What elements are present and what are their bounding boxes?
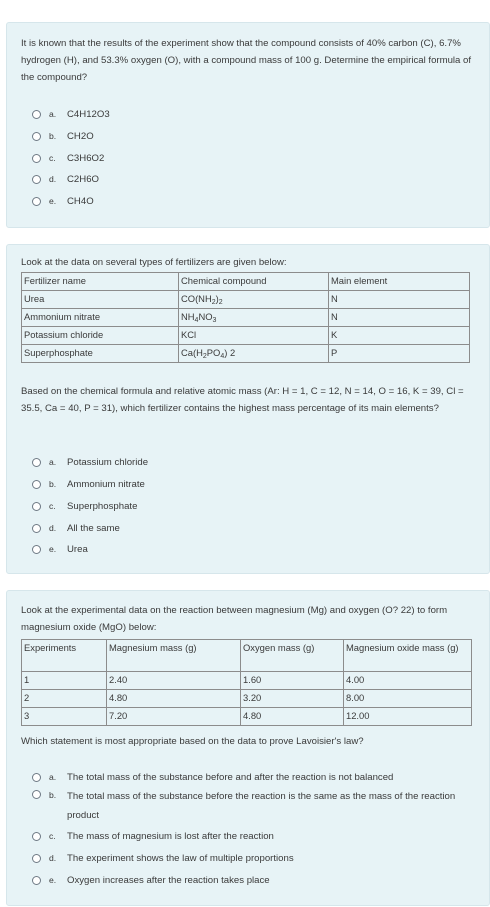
table-cell: 3: [22, 708, 107, 726]
table-row: [22, 327, 470, 345]
radio-button[interactable]: [32, 480, 41, 489]
table-cell: 2: [22, 690, 107, 708]
table-header-cell: Fertilizer name: [22, 273, 179, 291]
table-cell: Urea: [22, 291, 179, 309]
table-row: [22, 309, 470, 327]
radio-button[interactable]: [32, 175, 41, 184]
option-b[interactable]: [32, 477, 145, 491]
option-letter: c.: [49, 501, 56, 511]
table-header-cell: Magnesium oxide mass (g): [344, 640, 472, 672]
radio-button[interactable]: [32, 524, 41, 533]
table-cell-formula: $Ca(H_2PO_4)$ 2: [179, 345, 329, 363]
radio-button[interactable]: [32, 790, 41, 799]
table-cell: N: [329, 309, 470, 327]
question-text: Which statement is most appropriate based on the data to prove Lavoisier's law?: [21, 736, 364, 747]
table-header-cell: Magnesium mass (g): [107, 640, 241, 672]
table-cell: Superphosphate: [22, 345, 179, 363]
option-text: Urea: [67, 543, 88, 555]
option-letter: e.: [49, 196, 57, 206]
option-a[interactable]: [32, 770, 393, 784]
radio-button[interactable]: [32, 854, 41, 863]
radio-button[interactable]: [32, 876, 41, 885]
table-cell: K: [329, 327, 470, 345]
option-d[interactable]: [32, 521, 120, 535]
option-letter: c.: [49, 831, 56, 841]
table-cell: 4.00: [344, 672, 472, 690]
option-e[interactable]: [32, 873, 270, 887]
option-e[interactable]: [32, 194, 94, 208]
radio-button[interactable]: [32, 154, 41, 163]
option-b[interactable]: [32, 129, 94, 143]
table-cell: P: [329, 345, 470, 363]
table-header-cell: Oxygen mass (g): [241, 640, 344, 672]
table-cell: N: [329, 291, 470, 309]
table-cell: 7.20: [107, 708, 241, 726]
table-cell: Ammonium nitrate: [22, 309, 179, 327]
option-text: All the same: [67, 522, 120, 534]
option-c[interactable]: [32, 151, 104, 165]
option-a[interactable]: [32, 455, 148, 469]
question-card-2: [6, 244, 490, 574]
question-text: Based on the chemical formula and relative atomic mass (Ar: H = 1, C = 12, N = 14, O = 16, K = 39, Cl = 35.5, Ca = 40, P = 31), which fertilizer contains the highest mass percentage of its main elements?: [21, 386, 464, 414]
option-letter: c.: [49, 153, 56, 163]
table-cell: 4.80: [107, 690, 241, 708]
option-e[interactable]: [32, 542, 88, 556]
option-text: Potassium chloride: [67, 456, 149, 468]
radio-button[interactable]: [32, 773, 41, 782]
table-header-cell: Main element: [329, 273, 470, 291]
option-text: Ammonium nitrate: [67, 478, 145, 490]
option-d[interactable]: [32, 172, 99, 186]
table-row: [22, 345, 470, 363]
table-cell: 4.80: [241, 708, 344, 726]
table-row: [22, 672, 472, 690]
option-letter: b.: [49, 790, 57, 800]
radio-button[interactable]: [32, 132, 41, 141]
option-letter: d.: [49, 853, 57, 863]
table-cell: 2.40: [107, 672, 241, 690]
option-letter: e.: [49, 544, 57, 554]
option-letter: d.: [49, 523, 57, 533]
option-letter: e.: [49, 875, 57, 885]
option-a[interactable]: [32, 107, 110, 121]
table-header-cell: Chemical compound: [179, 273, 329, 291]
question-intro: Look at the experimental data on the reaction between magnesium (Mg) and oxygen (O? 22) to form magnesium oxide (MgO) below:: [21, 605, 448, 633]
table-row: [22, 291, 470, 309]
experiment-table: [21, 639, 472, 726]
option-text: The experiment shows the law of multiple proportions: [67, 852, 294, 864]
option-c[interactable]: [32, 499, 137, 513]
option-b[interactable]: [32, 787, 482, 825]
table-row: [22, 690, 472, 708]
option-text: Oxygen increases after the reaction takes place: [67, 874, 270, 886]
radio-button[interactable]: [32, 832, 41, 841]
table-header-row: [22, 640, 472, 672]
radio-button[interactable]: [32, 110, 41, 119]
radio-button[interactable]: [32, 197, 41, 206]
table-cell: Potassium chloride: [22, 327, 179, 345]
option-c[interactable]: [32, 829, 274, 843]
option-text: C3H6O2: [67, 152, 105, 164]
question-card-3: [6, 590, 490, 906]
table-cell: 12.00: [344, 708, 472, 726]
option-text: CH4O: [67, 195, 94, 207]
option-text: Superphosphate: [67, 500, 138, 512]
fertilizer-table: [21, 272, 470, 363]
option-letter: d.: [49, 174, 57, 184]
table-header-cell: Experiments: [22, 640, 107, 672]
table-cell: 1: [22, 672, 107, 690]
question-card-1: [6, 22, 490, 228]
option-letter: a.: [49, 457, 57, 467]
table-cell: 3.20: [241, 690, 344, 708]
option-letter: b.: [49, 479, 57, 489]
table-cell: 8.00: [344, 690, 472, 708]
option-d[interactable]: [32, 851, 294, 865]
table-cell: 1.60: [241, 672, 344, 690]
question-intro: Look at the data on several types of fertilizers are given below:: [21, 257, 287, 268]
option-letter: a.: [49, 772, 57, 782]
option-text: CH2O: [67, 130, 94, 142]
radio-button[interactable]: [32, 545, 41, 554]
table-row: [22, 708, 472, 726]
option-text: C2H6O: [67, 173, 99, 185]
option-letter: b.: [49, 131, 57, 141]
option-text: The total mass of the substance before and after the reaction is not balanced: [67, 771, 394, 783]
option-text: The total mass of the substance before the reaction is the same as the mass of the reaction product: [67, 791, 456, 821]
table-cell-formula: $CO(NH_2)_2$: [179, 291, 329, 309]
option-letter: a.: [49, 109, 57, 119]
option-text: The mass of magnesium is lost after the reaction: [67, 830, 274, 842]
table-cell-formula: $NH_4NO_3$: [179, 309, 329, 327]
option-text: C4H12O3: [67, 108, 110, 120]
table-header-row: [22, 273, 470, 291]
table-cell-formula: KCl: [179, 327, 329, 345]
question-text: It is known that the results of the experiment show that the compound consists of 40% carbon (C), 6.7% hydrogen (H), and 53.3% oxygen (O), with a compound mass of 100 g. Determine the empirical formula of the compound?: [21, 38, 472, 83]
radio-button[interactable]: [32, 502, 41, 511]
radio-button[interactable]: [32, 458, 41, 467]
